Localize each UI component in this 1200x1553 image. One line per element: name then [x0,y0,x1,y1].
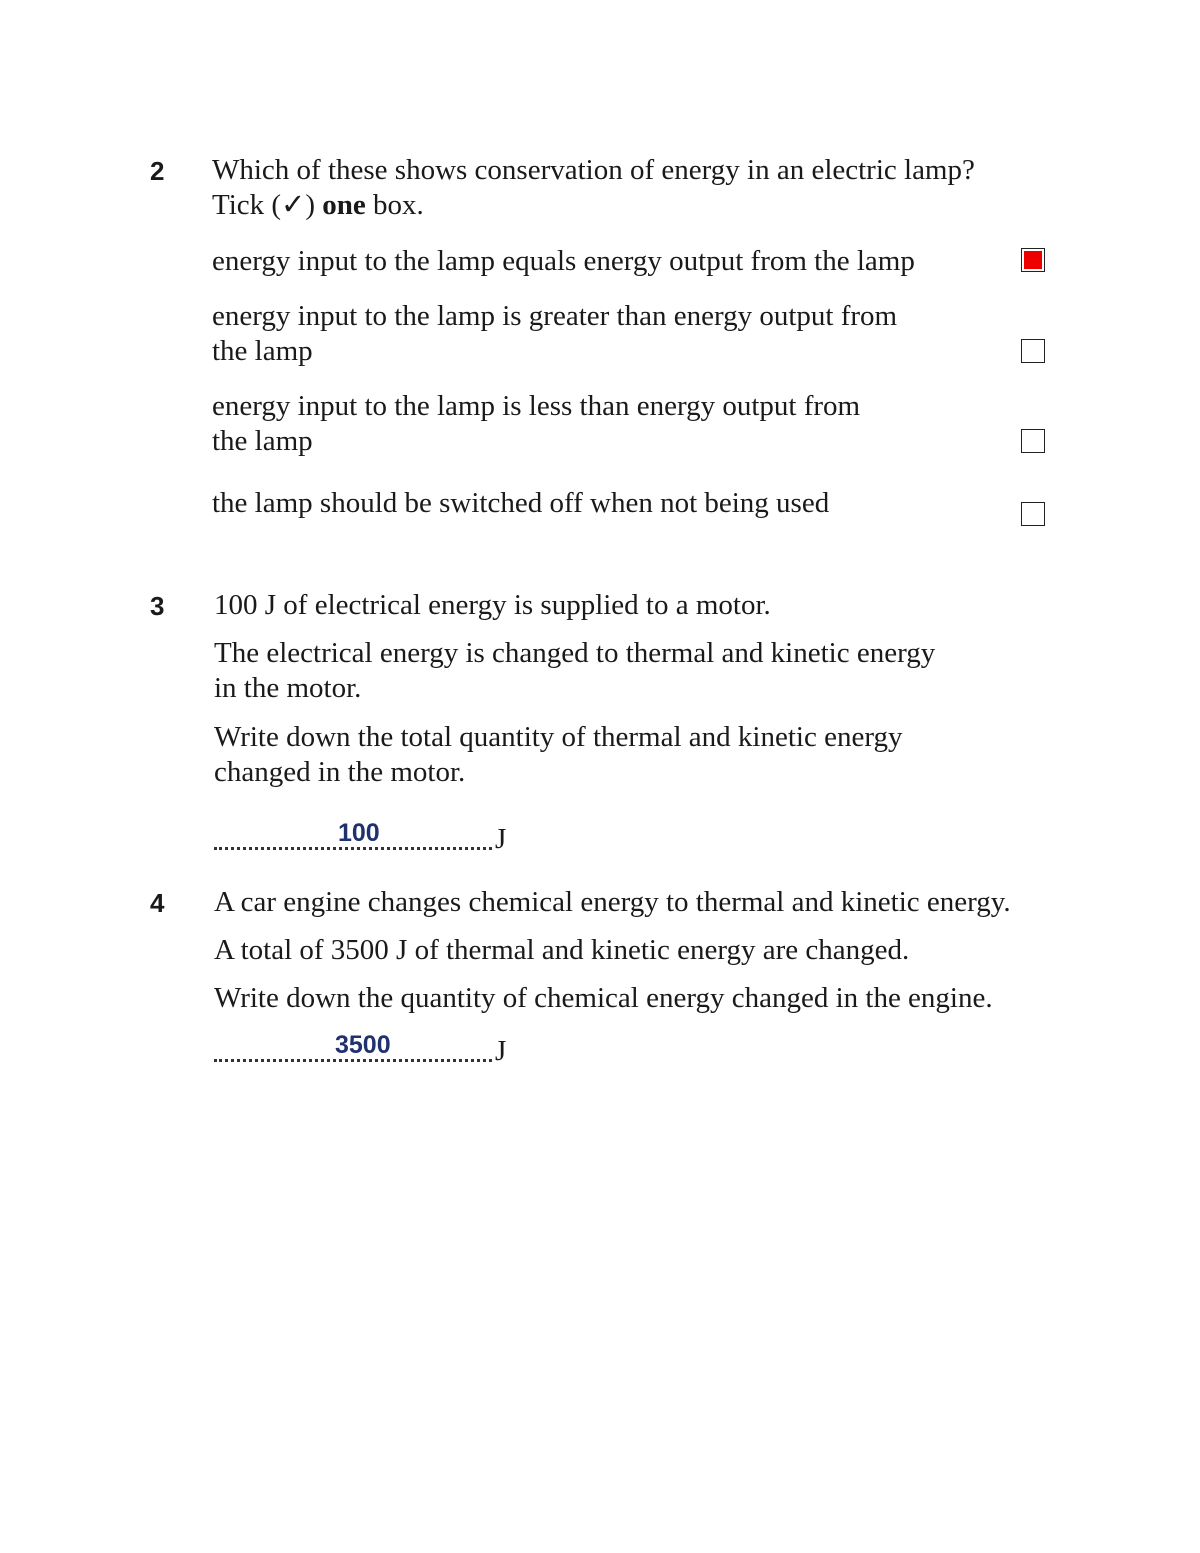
answer-dotted-line [214,847,492,850]
question-number: 2 [150,156,165,186]
answer-field[interactable] [214,1024,514,1067]
question-text-line: Write down the total quantity of thermal and kinetic energy [214,721,903,753]
answer-unit: J [495,823,507,855]
question-instruction [212,188,424,222]
answer-value: 100 [338,819,380,847]
option-2-checkbox[interactable] [1021,339,1045,363]
question-number: 3 [150,591,165,621]
answer-field[interactable] [214,812,514,855]
option-1-checkbox[interactable] [1021,248,1045,272]
option-3-text-line1: energy input to the lamp is less than energy output from [212,390,861,422]
answer-unit: J [495,1035,507,1067]
option-2-text-line2: the lamp [212,335,313,367]
option-3-text-line2: the lamp [212,425,313,457]
question-prompt: Which of these shows conservation of energy in an electric lamp? [212,154,975,186]
instruction-prefix: Tick (✓) [212,189,323,221]
answer-dotted-line [214,1059,492,1062]
question-text-line: 100 J of electrical energy is supplied to a motor. [214,589,771,621]
instruction-emphasis: one [322,189,366,221]
question-number: 4 [150,888,165,918]
question-text-line: in the motor. [214,672,362,704]
option-3-checkbox[interactable] [1021,429,1045,453]
question-text-line: A total of 3500 J of thermal and kinetic energy are changed. [214,934,910,966]
answer-value: 3500 [335,1031,391,1059]
question-text-line: The electrical energy is changed to thermal and kinetic energy [214,637,936,669]
question-text-line: changed in the motor. [214,756,466,788]
option-2-text-line1: energy input to the lamp is greater than energy output from [212,300,898,332]
question-text-line: A car engine changes chemical energy to thermal and kinetic energy. [214,886,1011,918]
option-4-checkbox[interactable] [1021,502,1045,526]
option-1-text: energy input to the lamp equals energy output from the lamp [212,245,915,277]
option-4-text: the lamp should be switched off when not being used [212,487,830,519]
question-text-line: Write down the quantity of chemical energy changed in the engine. [214,982,993,1014]
instruction-suffix: box. [365,189,424,221]
